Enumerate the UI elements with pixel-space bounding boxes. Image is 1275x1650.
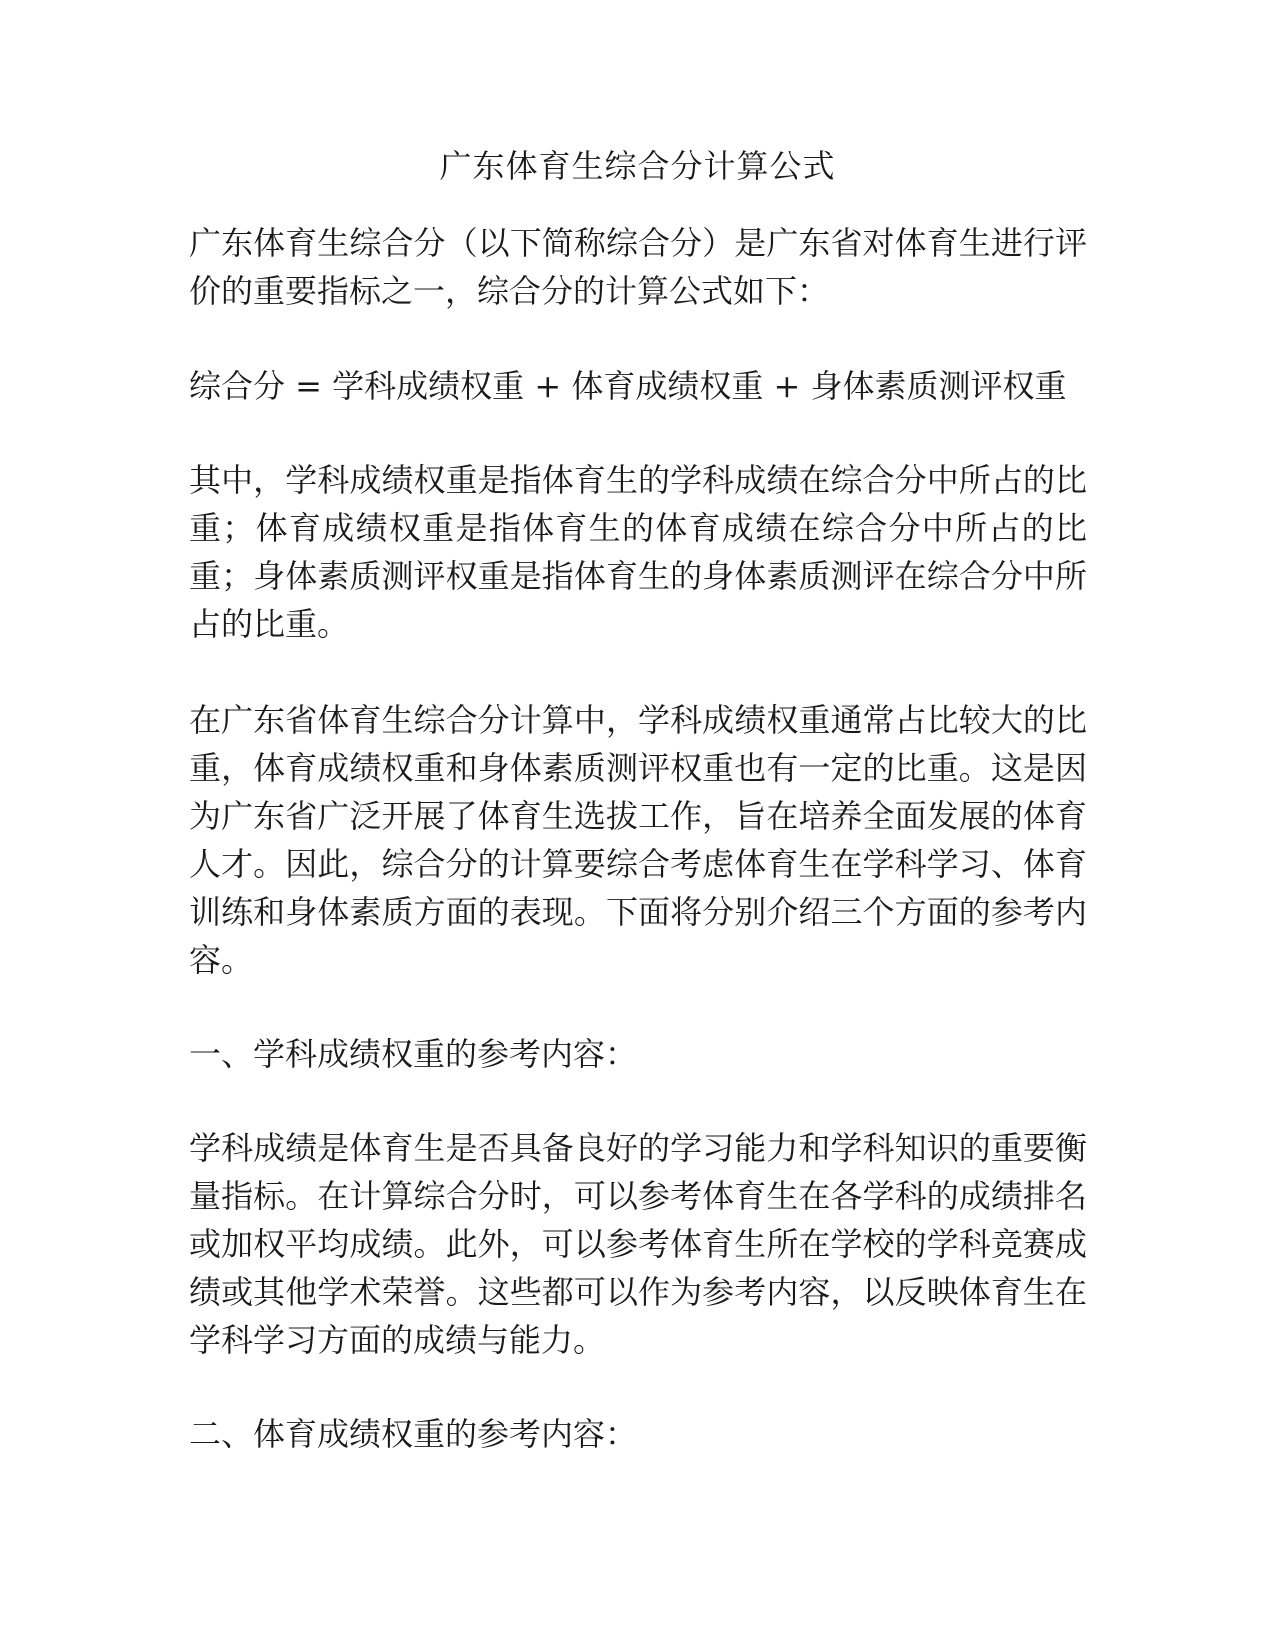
context-paragraph: 在广东省体育生综合分计算中，学科成绩权重通常占比较大的比重，体育成绩权重和身体素质测评权重也有一定的比重。这是因为广东省广泛开展了体育生选拔工作，旨在培养全面发展的体育人才。因此，综合分的计算要综合考虑体育生在学科学习、体育训练和身体素质方面的表现。下面将分别介绍三个方面的参考内容。 — [189, 701, 1087, 979]
definition-paragraph: 其中，学科成绩权重是指体育生的学科成绩在综合分中所占的比重；体育成绩权重是指体育生的体育成绩在综合分中所占的比重；身体素质测评权重是指体育生的身体素质测评在综合分中所占的比重。 — [189, 461, 1087, 643]
section-1-paragraph: 学科成绩是体育生是否具备良好的学习能力和学科知识的重要衡量指标。在计算综合分时，可以参考体育生在各学科的成绩排名或加权平均成绩。此外，可以参考体育生所在学校的学科竞赛成绩或其他学术荣誉。这些都可以作为参考内容，以反映体育生在学科学习方面的成绩与能力。 — [189, 1129, 1087, 1359]
section-2-heading: 二、体育成绩权重的参考内容： — [189, 1415, 638, 1453]
section-1-heading: 一、学科成绩权重的参考内容： — [189, 1035, 638, 1073]
intro-paragraph: 广东体育生综合分（以下简称综合分）是广东省对体育生进行评价的重要指标之一，综合分的计算公式如下： — [189, 224, 1087, 310]
document-title: 广东体育生综合分计算公式 — [439, 147, 836, 185]
formula-paragraph: 综合分 = 学科成绩权重 + 体育成绩权重 + 身体素质测评权重 — [189, 367, 1067, 405]
